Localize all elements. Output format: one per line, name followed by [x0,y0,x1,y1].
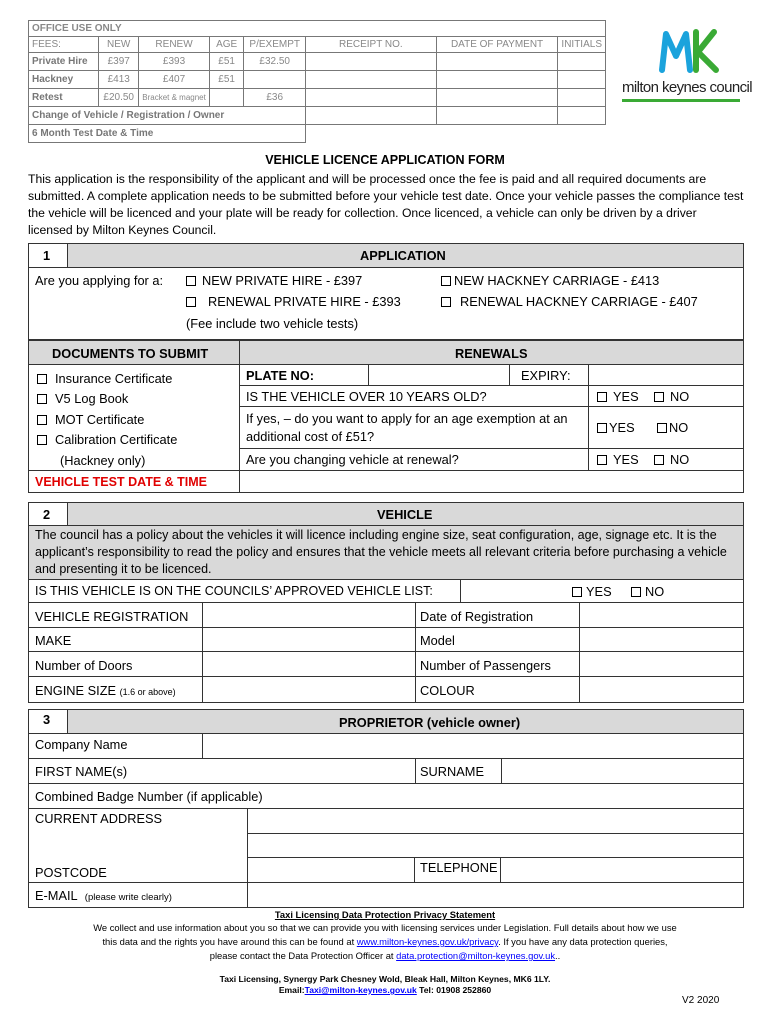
engine-label [35,683,176,698]
date-payment-cell[interactable] [436,53,558,71]
checkbox-icon[interactable] [37,394,47,404]
privacy-line-2-text: this data and the rights you have around this can be found at [102,936,357,947]
engine-input[interactable] [202,676,416,703]
postcode-label: POSTCODE [35,865,107,880]
dpo-email-link[interactable]: data.protection@milton-keynes.gov.uk [396,950,556,961]
change-receipt-cell[interactable] [305,107,436,125]
passengers-input[interactable] [579,651,744,677]
header-renew: RENEW [139,37,210,53]
initials-cell[interactable] [558,71,606,89]
fee-new: £413 [99,71,139,89]
option-renewal-private-hire[interactable] [186,294,401,309]
section2-number: 2 [43,507,51,522]
checkbox-icon[interactable] [37,374,47,384]
receipt-cell[interactable] [305,89,436,107]
header-initials: INITIALS [558,37,606,53]
expiry-input[interactable] [588,364,744,386]
fee-pexempt: £36 [244,89,306,107]
yes-label: YES [613,452,639,467]
fee-renew: £407 [139,71,210,89]
row-label: Retest [29,89,99,107]
postcode-input[interactable] [247,857,415,883]
changing-yes[interactable] [597,452,639,467]
over10-no[interactable] [654,389,689,404]
checkbox-icon[interactable] [572,587,582,597]
doors-label: Number of Doors [35,658,133,673]
checkbox-icon[interactable] [441,297,451,307]
surname-input[interactable] [501,758,744,784]
option-label: NEW PRIVATE HIRE - £397 [202,273,363,288]
email-label [35,888,172,903]
no-label: NO [670,452,690,467]
email-note: (please write clearly) [84,892,172,903]
fee-new: £20.50 [99,89,139,107]
doc-label: V5 Log Book [55,391,129,406]
intro-paragraph: This application is the responsibility of the applicant and will be processed once the fee is paid and all required documents are submitted. A complete application needs to be submitted before your vehicle test date. Once your vehicle passes the compliance test the vehicle will be licenced and your plate will be ready for collection. Once licenced, a vehicle can only be driven by a driver licensed by Milton Keynes Council. [28,172,744,237]
model-label: Model [420,633,455,648]
office-address: Taxi Licensing, Synergy Park Chesney Wold, Bleak Hall, Milton Keynes, MK6 1LY. [219,974,551,984]
fee-age [209,89,244,107]
row-label: Hackney [29,71,99,89]
initials-cell[interactable] [558,89,606,107]
doc-insurance[interactable] [37,371,172,386]
approved-yes[interactable] [572,584,612,599]
section3-heading: PROPRIETOR (vehicle owner) [339,715,521,730]
colour-label: COLOUR [420,683,475,698]
checkbox-icon[interactable] [441,276,451,286]
privacy-line-2 [0,936,770,947]
privacy-line-3-end: .. [555,950,561,961]
privacy-line-1: We collect and use information about you so that we can provide you with licensing services under Legislation. Full details about how we use [93,922,677,933]
checkbox-icon[interactable] [37,415,47,425]
doc-v5[interactable] [37,391,128,406]
fee-note: (Fee include two vehicle tests) [186,316,359,331]
receipt-cell[interactable] [305,71,436,89]
change-date-cell[interactable] [436,107,558,125]
option-new-hackney[interactable] [441,273,659,288]
approved-no[interactable] [631,584,664,599]
fee-pexempt [244,71,306,89]
logo-underline [622,99,740,102]
receipt-cell[interactable] [305,53,436,71]
privacy-heading: Taxi Licensing Data Protection Privacy Statement [274,909,496,920]
option-new-private-hire[interactable] [186,273,362,288]
plate-input[interactable] [368,364,510,386]
option-label: RENEWAL PRIVATE HIRE - £393 [208,294,401,309]
checkbox-icon[interactable] [186,276,196,286]
address-line-1[interactable] [247,808,744,834]
checkbox-icon[interactable] [186,297,196,307]
header-date-payment: DATE OF PAYMENT [436,37,558,53]
plate-label: PLATE NO: [246,368,315,383]
fee-pexempt: £32.50 [244,53,306,71]
doc-mot[interactable] [37,412,144,427]
registration-input[interactable] [202,602,416,628]
doc-label: Calibration Certificate [55,432,178,447]
privacy-line-3-text: please contact the Data Protection Officer at [209,950,397,961]
office-use-table [28,20,606,143]
checkbox-icon[interactable] [597,423,607,433]
address-line-2[interactable] [247,833,744,858]
engine-note: (1.6 or above) [119,687,176,697]
office-header-row [29,37,606,53]
change-row-label: Change of Vehicle / Registration / Owner [29,107,306,125]
date-reg-input[interactable] [579,602,744,628]
office-row [29,71,606,89]
checkbox-icon[interactable] [657,423,667,433]
badge-label: Combined Badge Number (if applicable) [35,789,263,804]
no-label: NO [670,389,690,404]
company-label: Company Name [35,737,128,752]
taxi-email-link[interactable]: Taxi@milton-keynes.gov.uk [304,985,417,995]
reg-label: VEHICLE REGISTRATION [35,609,189,624]
doc-label: MOT Certificate [55,412,145,427]
doc-label: Insurance Certificate [55,371,173,386]
yes-label: YES [609,420,635,435]
passengers-label: Number of Passengers [420,658,551,673]
office-row [29,53,606,71]
over10-question: IS THE VEHICLE OVER 10 YEARS OLD? [246,389,487,404]
contact-line [0,985,770,995]
make-input[interactable] [202,627,416,652]
test-date-input[interactable] [239,470,744,493]
hackney-note: (Hackney only) [60,453,146,468]
office-row [29,89,606,107]
fee-new: £397 [99,53,139,71]
privacy-line-3 [0,950,770,961]
version-label: V2 2020 [682,995,720,1006]
option-label: RENEWAL HACKNEY CARRIAGE - £407 [460,294,698,309]
privacy-link[interactable]: www.milton-keynes.gov.uk/privacy [356,936,499,947]
fee-age: £51 [209,71,244,89]
surname-label: SURNAME [420,764,484,779]
fee-age: £51 [209,53,244,71]
changing-question: Are you changing vehicle at renewal? [246,452,459,467]
header-pexempt: P/EXEMPT [244,37,306,53]
checkbox-icon[interactable] [654,392,664,402]
option-label: NEW HACKNEY CARRIAGE - £413 [454,273,660,288]
exemption-yes[interactable] [597,420,635,435]
email-input[interactable] [247,882,744,908]
company-input[interactable] [202,733,744,759]
date-reg-label: Date of Registration [420,609,534,624]
date-payment-cell[interactable] [436,71,558,89]
fee-renew: £393 [139,53,210,71]
make-label: MAKE [35,633,72,648]
initials-cell[interactable] [558,53,606,71]
test-date-label: VEHICLE TEST DATE & TIME [35,475,207,489]
doors-input[interactable] [202,651,416,677]
no-label: NO [669,420,689,435]
renewals-heading: RENEWALS [455,346,528,361]
documents-heading: DOCUMENTS TO SUBMIT [52,346,209,361]
section2-heading: VEHICLE [377,507,433,522]
office-use-title: OFFICE USE ONLY [29,21,606,37]
telephone-input[interactable] [500,857,744,883]
header-age: AGE [209,37,244,53]
header-fees: FEES: [29,37,99,53]
email-prefix: Email: [278,985,305,995]
applying-question: Are you applying for a: [35,273,164,288]
model-input[interactable] [579,627,744,652]
mk-council-logo [622,26,752,122]
exemption-question: If yes, – do you want to apply for an age exemption at an additional cost of £51? [246,411,568,444]
privacy-line-2-end: . If you have any data protection queries, [498,936,668,947]
header-new: NEW [99,37,139,53]
checkbox-icon[interactable] [631,587,641,597]
change-initials-cell[interactable] [558,107,606,125]
blank-cell [305,125,605,143]
checkbox-icon[interactable] [597,455,607,465]
row-label: Private Hire [29,53,99,71]
engine-label-text: ENGINE SIZE [35,683,117,698]
section1-number: 1 [43,248,51,263]
email-label-text: E-MAIL [35,888,78,903]
doc-calibration[interactable] [37,432,177,447]
policy-text: The council has a policy about the vehicles it will licence including engine size, seat configuration, age, signage etc. It is the applicant’s responsibility to read the policy and ensures that the vehicle meets all relevant criteria before purchasing a vehicle and presenting it to be licenced. [35,528,727,576]
approved-question: IS THIS VEHICLE IS ON THE COUNCILS’ APPROVED VEHICLE LIST: [35,584,433,598]
checkbox-icon[interactable] [654,455,664,465]
telephone-label: TELEPHONE [420,860,498,875]
checkbox-icon[interactable] [37,435,47,445]
no-label: NO [645,584,665,599]
yes-label: YES [613,389,639,404]
exemption-no[interactable] [657,420,688,435]
yes-label: YES [586,584,612,599]
telephone-number: Tel: 01908 252860 [416,985,492,995]
section3-number: 3 [43,712,51,727]
mk-logo-mark-icon [622,26,744,76]
header-receipt: RECEIPT NO. [305,37,436,53]
section1-heading: APPLICATION [360,248,446,263]
colour-input[interactable] [579,676,744,703]
checkbox-icon[interactable] [597,392,607,402]
date-payment-cell[interactable] [436,89,558,107]
test-row-label: 6 Month Test Date & Time [29,125,306,143]
first-name-label: FIRST NAME(s) [35,764,128,779]
fee-renew: Bracket & magnet [139,89,210,107]
form-title: VEHICLE LICENCE APPLICATION FORM [265,153,505,167]
changing-no[interactable] [654,452,689,467]
logo-text: milton keynes council [622,79,752,96]
expiry-label: EXPIRY: [521,368,571,383]
over10-yes[interactable] [597,389,639,404]
option-renewal-hackney[interactable] [441,294,698,309]
address-label: CURRENT ADDRESS [35,811,163,826]
